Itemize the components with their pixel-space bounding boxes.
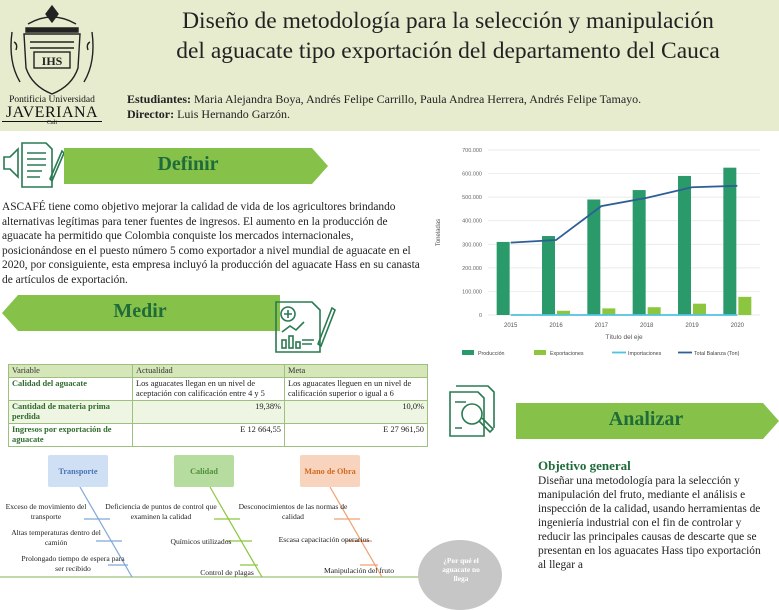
students-names: Maria Alejandra Boya, Andrés Felipe Carrillo, Paula Andrea Herrera, Andrés Felipe Tamayo. <box>194 92 642 106</box>
authors-block <box>127 92 777 122</box>
metrics-header-row <box>9 365 428 378</box>
bar-produccion <box>633 190 646 315</box>
legend-label: Total Balanza (Ton) <box>694 351 740 357</box>
legend-label: Importaciones <box>628 351 662 357</box>
cause-transporte-3: Prolongado tiempo de espera para ser recibido <box>21 554 125 573</box>
x-tick-label: 2018 <box>639 323 654 329</box>
header-cell-actualidad: Actualidad <box>133 365 285 378</box>
y-tick-label: 700.000 <box>462 148 482 154</box>
y-tick-label: 300.000 <box>462 242 482 249</box>
students-label: Estudiantes: <box>127 92 192 106</box>
definir-paragraph: ASCAFÉ tiene como objetivo mejorar la calidad de vida de los agricultores brindando alternativas legítimas para tener fuentes de ingresos. El aumento en la producción de aguacate ha permitido que Colombia conquiste los mercados internacionales, posicionándose en el puesto número 5 como exportador a nivel mundial de aguacate en el 2020, por consiguiente, esta empresa incluyó la producción del aguacate Hass en su canasta de artículos de exportación. <box>2 201 420 286</box>
definir-heading: Definir <box>157 153 219 175</box>
logo-cali-text: Cali <box>47 120 57 126</box>
bar-produccion <box>497 242 510 315</box>
table-cell: Los aguacates llegan en un nivel de aceptación con calificación entre 4 y 5 <box>133 378 285 401</box>
poster-title <box>118 6 778 66</box>
director-line <box>127 107 777 122</box>
analizar-heading: Analizar <box>608 408 684 430</box>
bar-exportaciones <box>648 307 661 315</box>
cause-mano-obra-3: Manipulación del fruto <box>323 566 394 575</box>
bar-produccion <box>542 236 555 315</box>
fishbone-effect-text: ¿Por qué el aguacate no llega <box>442 556 480 583</box>
table-cell: Calidad del aguacate <box>9 378 133 401</box>
cause-mano-obra-1: Desconocimientos de las normas de calidad <box>238 502 348 521</box>
legend-swatch <box>462 350 474 355</box>
x-tick-label: 2019 <box>685 323 699 329</box>
bar-produccion <box>723 168 736 315</box>
bar-produccion <box>678 176 691 315</box>
table-cell: 19,38% <box>133 401 285 424</box>
bar-exportaciones <box>602 308 615 315</box>
legend-swatch <box>534 350 546 355</box>
cause-calidad-2: Químicos utilizados <box>170 537 232 546</box>
x-tick-label: 2016 <box>549 323 563 329</box>
objective-paragraph: Diseñar una metodología para la selección y manipulación del fruto, mediante el análisis e inspección de la calidad, usando herramientas de ingeniería industrial con el fin de controlar y reducir las principales causas de descarte que se presentan en los aguacates Hass tipo exportación al llegar a <box>538 475 761 571</box>
production-chart <box>430 140 775 365</box>
logo-javeriana-text: JAVERIANA <box>2 105 102 122</box>
table-row <box>9 378 428 401</box>
y-tick-label: 200.000 <box>462 265 482 272</box>
x-tick-label: 2015 <box>503 323 518 329</box>
poster-header <box>0 0 779 131</box>
table-cell: E 12 664,55 <box>133 424 285 447</box>
fishbone-category-mano-de-obra: Mano de Obra <box>300 455 360 487</box>
cause-calidad-3: Control de plagas <box>200 568 254 577</box>
fishbone-category-transporte: Transporte <box>48 455 108 487</box>
objective-heading: Objetivo general <box>538 458 631 473</box>
logo-university-text: Pontificia Universidad <box>9 95 95 105</box>
title-line-2: del aguacate tipo exportación del departamento del Cauca <box>176 38 720 64</box>
y-tick-label: 100.000 <box>462 289 482 296</box>
table-cell: Los aguacates lleguen en un nivel de calificación superior o igual a 6 <box>285 378 428 401</box>
legend-label: Exportaciones <box>550 351 584 357</box>
table-cell: Cantidad de materia prima perdida <box>9 401 133 424</box>
cause-calidad-1: Deficiencia de puntos de control que examinen la calidad <box>105 502 217 521</box>
x-axis-label: Título del eje <box>605 334 643 341</box>
metrics-table <box>8 364 428 447</box>
header-cell-meta: Meta <box>285 365 428 378</box>
definir-document-icon <box>2 137 64 191</box>
cause-mano-obra-2: Escasa capacitación operarios <box>278 535 370 544</box>
table-cell: 10,0% <box>285 401 428 424</box>
x-tick-label: 2017 <box>594 323 609 329</box>
table-row <box>9 401 428 424</box>
cause-transporte-2: Altas temperaturas dentro del camión <box>11 528 101 547</box>
director-label: Director: <box>127 107 175 121</box>
svg-text:IHS: IHS <box>41 54 63 68</box>
y-tick-label: 600.000 <box>462 171 482 178</box>
director-name: Luis Hernando Garzón. <box>177 107 291 121</box>
bar-produccion <box>587 200 600 316</box>
fishbone-diagram <box>0 453 440 577</box>
y-tick-label: 500.000 <box>462 195 482 202</box>
bar-exportaciones <box>693 304 706 315</box>
medir-chart-document-icon <box>272 298 336 356</box>
cause-transporte-1: Exceso de movimiento del transporte <box>5 502 87 521</box>
x-tick-label: 2020 <box>730 323 745 329</box>
legend-label: Producción <box>478 351 505 357</box>
line-total-balanza <box>511 186 738 243</box>
y-tick-label: 0 <box>478 313 482 319</box>
table-cell: E 27 961,50 <box>285 424 428 447</box>
y-tick-label: 400.000 <box>462 218 482 225</box>
table-cell: Ingresos por exportación de aguacate <box>9 424 133 447</box>
analizar-search-document-icon <box>448 382 508 438</box>
medir-heading: Medir <box>113 300 167 322</box>
header-cell-variable: Variable <box>9 365 133 378</box>
title-line-1: Diseño de metodología para la selección y manipulación <box>182 8 714 34</box>
y-axis-label: Toneladas <box>436 218 442 247</box>
fishbone-category-calidad: Calidad <box>174 455 234 487</box>
students-line <box>127 92 777 107</box>
bar-exportaciones <box>738 297 751 315</box>
table-row <box>9 424 428 447</box>
